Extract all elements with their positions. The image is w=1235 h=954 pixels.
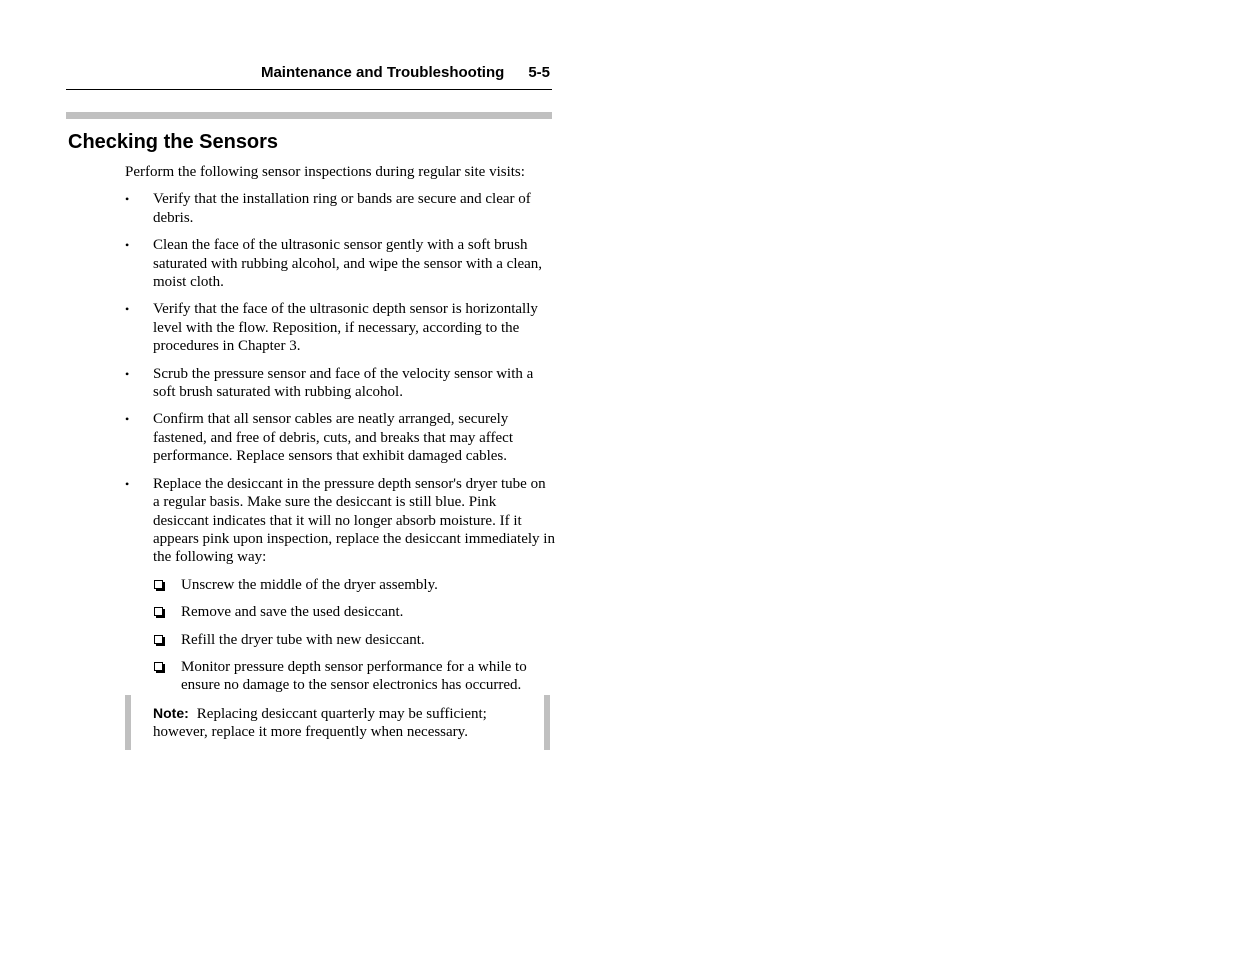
bullet-icon: •: [125, 302, 130, 317]
step-item-text: Monitor pressure depth sensor performance for a while to ensure no damage to the sensor electronics has occurred.: [181, 658, 527, 694]
step-item-text: Refill the dryer tube with new desiccant.: [181, 631, 425, 648]
note-label: Note:: [153, 705, 189, 721]
checkbox-bullet-icon: [154, 580, 163, 589]
section-divider-bar: [66, 112, 552, 119]
checkbox-bullet-icon: [154, 662, 163, 671]
step-item: [153, 658, 555, 695]
step-item-text: Unscrew the middle of the dryer assembly.: [181, 576, 438, 593]
list-item-text: Confirm that all sensor cables are neatly arranged, securely fastened, and free of debris, cuts, and breaks that may affect performance. Replace sensors that exhibit damaged cables.: [153, 411, 513, 465]
list-item: [125, 190, 555, 227]
running-header: [66, 64, 552, 90]
list-item-text: Clean the face of the ultrasonic sensor gently with a soft brush saturated with rubbing alcohol, and wipe the sensor with a clean, moist cloth.: [153, 237, 543, 291]
intro-paragraph: Perform the following sensor inspections during regular site visits:: [125, 164, 525, 180]
checkbox-bullet-icon: [154, 607, 163, 616]
header-page-number: 5-5: [528, 64, 550, 81]
list-item-text: Verify that the face of the ultrasonic depth sensor is horizontally level with the flow. Reposition, if necessary, according to the procedures in Chapter 3.: [153, 301, 538, 355]
step-item: [153, 631, 555, 649]
list-item-text: Replace the desiccant in the pressure depth sensor's dryer tube on a regular basis. Make sure the desiccant is still blue. Pink desiccant indicates that it will no longer absorb moisture. If it appears pink upon inspection, replace the desiccant immediately in the following way:: [153, 475, 555, 566]
section-body: [125, 163, 555, 704]
note-text: Replacing desiccant quarterly may be sufficient; however, replace it more frequently when necessary.: [153, 706, 487, 741]
desiccant-steps-list: [153, 576, 555, 695]
inspection-list: [125, 190, 555, 694]
step-item: [153, 603, 555, 621]
list-item: [125, 300, 555, 355]
header-chapter-title: Maintenance and Troubleshooting: [260, 64, 505, 81]
list-item: [125, 410, 555, 465]
list-item-text: Scrub the pressure sensor and face of the velocity sensor with a soft brush saturated with rubbing alcohol.: [153, 365, 534, 401]
bullet-icon: •: [125, 238, 130, 253]
bullet-icon: •: [125, 412, 130, 427]
list-item: [125, 365, 555, 402]
list-item: [125, 236, 555, 291]
list-item: [125, 475, 555, 695]
list-item-text: Verify that the installation ring or bands are secure and clear of debris.: [153, 191, 531, 226]
bullet-icon: •: [125, 192, 130, 207]
section-title: Checking the Sensors: [68, 131, 279, 153]
bullet-icon: •: [125, 476, 130, 491]
checkbox-bullet-icon: [154, 635, 163, 644]
step-item-text: Remove and save the used desiccant.: [181, 604, 404, 621]
bullet-icon: •: [125, 366, 130, 381]
step-item: [153, 576, 555, 594]
note-box: [125, 695, 550, 750]
